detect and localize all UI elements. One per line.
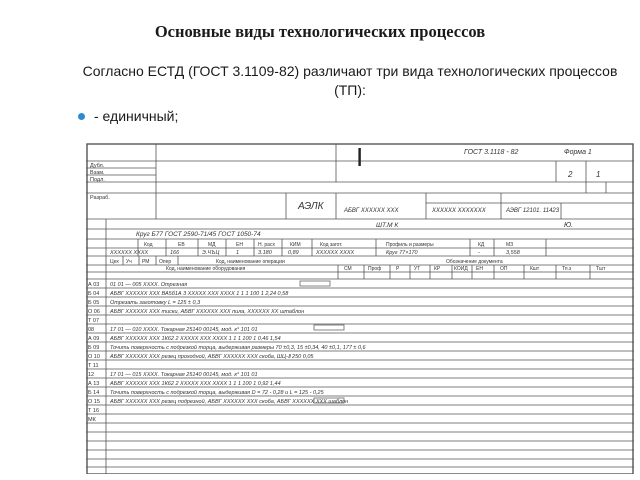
route-row-text: Точить поверхность с подрезкой торца, выдерживая D = 72 - 0,28 и L = 125 - 0,25 — [110, 390, 324, 396]
row-label: О 15 — [88, 399, 100, 405]
m02-mz: 3,558 — [506, 250, 520, 256]
b-label-equipment: Код, наименование оборудования — [166, 266, 246, 272]
row-label: О 10 — [88, 354, 100, 360]
sheet-count-1: 2 — [568, 170, 573, 179]
b-label-r: Р — [396, 266, 400, 272]
row-label: Б 09 — [88, 345, 100, 351]
b-label-sm: СМ — [344, 266, 352, 272]
form-label: Форма 1 — [564, 149, 592, 156]
head2-ev: ЕВ — [178, 242, 185, 248]
head2-kod: Код — [144, 242, 153, 248]
gost-ref: ГОСТ 3.1118 - 82 — [464, 149, 519, 156]
a-label-oper: Опер — [159, 259, 172, 265]
route-row-text: Точить поверхность с подрезкой торца, выдерживая размеры 70 ±0,3, 15 ±0,34, 40 ±0,1, 177 ± 0,6 — [110, 345, 366, 351]
route-row-text: АБВГ XXXXXX XXX резец подрезной, АБВГ XXXXXX XXX скоба, АБВГ XXXXXX XXX шаблон — [110, 399, 349, 405]
row-label: Т 07 — [88, 318, 100, 324]
doc-code-1: АБВГ XXXXXX XXX — [344, 208, 399, 214]
row-label: Т 16 — [88, 408, 100, 414]
b-label-prof: Проф — [368, 266, 382, 272]
m02-kodzag: XXXXXX XXXX — [316, 250, 355, 256]
row-label: А 03 — [88, 282, 100, 288]
row-labels — [88, 282, 100, 423]
row-texts — [109, 282, 367, 405]
row-label: Б 14 — [88, 390, 100, 396]
row-label: 08 — [88, 327, 95, 333]
label-dubl: Дубл. — [90, 163, 105, 169]
label-vzam: Взам. — [90, 170, 105, 176]
m02-kd: - — [478, 250, 480, 256]
head2-mz: МЗ — [506, 242, 514, 248]
route-card-form — [86, 141, 634, 474]
doc-code-3: АЭВГ 12101. 11423 — [506, 208, 560, 214]
label-podl: Подл. — [90, 177, 105, 183]
row-label: О 06 — [88, 309, 100, 315]
m-value: Ю. — [564, 222, 574, 229]
head2-kd: КД — [478, 242, 485, 248]
head2-md: МД — [208, 242, 216, 248]
b-label-tpz: Тп.з — [562, 266, 572, 272]
row-label: Б 04 — [88, 291, 100, 297]
m02-profile: Круг 77×170 — [386, 250, 418, 256]
a-label-ceh: Цех — [110, 259, 119, 265]
sheet-count-2: 1 — [596, 170, 601, 179]
b-label-ksht: Кшт — [530, 266, 540, 272]
code-label: АЭЛК — [298, 201, 324, 212]
m02-nrash: 3.180 — [258, 250, 272, 256]
route-row-text: 17 01 — 015 XXXX. Токарная 25140 00145, мод. к° 101 01 — [110, 372, 258, 378]
head2-en: ЕН — [236, 242, 243, 248]
bullet-text: - единичный; — [94, 108, 179, 124]
route-card-drawing — [86, 141, 634, 474]
b-label-kr: КР — [434, 266, 441, 272]
b-label-tsht: Тшт — [596, 266, 606, 272]
m02-ev: 166 — [170, 250, 180, 256]
material-text: Круг Б77 ГОСТ 2590-71/45 ГОСТ 1050-74 — [136, 231, 261, 238]
label-razrab: Разраб. — [90, 195, 110, 201]
row-label: Б 05 — [88, 300, 100, 306]
m02-code: XXXXXX XXXX — [110, 250, 149, 256]
a-label-document: Обозначение документа — [446, 259, 503, 265]
route-row-text: 01 01 — 005 XXXX. Отрезная — [110, 282, 188, 288]
row-label: 12 — [88, 372, 95, 378]
route-row-text: АБВГ XXXXXX XXX резец проходной, АБВГ XXXXXX XXX скоба, ШЦ-Ⅱ 250 0,05 — [110, 354, 314, 360]
route-row-text: 17 01 — 010 XXXX. Токарная 25140 00145, мод. к° 101 01 — [110, 327, 258, 333]
route-row-text: АБВГ XXXXXX XXX 1К62 2 XXXXX XXX XXXX 1 1 1 100 1 0,46 1,54 — [110, 336, 281, 342]
head2-kim: КИМ — [290, 242, 301, 248]
row-label: Т 11 — [88, 363, 99, 369]
row-label: А 13 — [88, 381, 100, 387]
b-label-en: ЕН — [476, 266, 483, 272]
b-label-op: ОП — [500, 266, 508, 272]
slide-title: Основные виды технологических процессов — [154, 22, 486, 41]
b-label-ut: УТ — [414, 266, 421, 272]
doc-code-2: XXXXXX XXXXXXX — [432, 208, 486, 214]
bullet-dot-icon — [78, 113, 85, 120]
m02-en: 1 — [236, 250, 240, 256]
slide-subtitle: Согласно ЕСТД (ГОСТ 3.1109-82) различают три вида технологических процессов (ТП): — [82, 63, 618, 98]
a-label-operation: Код, наименование операции — [216, 259, 285, 265]
m-label: ШТ.М К — [376, 222, 399, 229]
row-label: МК — [88, 417, 96, 423]
m02-md: Э.ЧЪЦ — [202, 250, 220, 256]
route-row-text: АБВГ XXXXXX XXX тиски, АБВГ XXXXXX XXX пила, XXXXXX XX штаблон — [110, 309, 305, 315]
m02-kim: 0,89 — [288, 250, 299, 256]
head2-profile: Профиль и размеры — [386, 242, 434, 248]
route-row-text: АБВГ XXXXXX XXX ВА5б1А 3 XXXXX XXX XXXX 1 1 1 100 1 2,24 0,58 — [110, 291, 289, 297]
bullet-item — [78, 108, 178, 124]
route-row-text: Отрезать заготовку L = 125 ± 0,3 — [110, 300, 201, 306]
head2-kodzag: Код загот. — [320, 242, 343, 248]
a-label-rm: РМ — [142, 259, 150, 265]
b-label-koid: КОИД — [454, 266, 468, 272]
a-label-uch: Уч — [126, 259, 132, 265]
row-label: А 09 — [88, 336, 100, 342]
head2-nrash: Н. расх — [258, 242, 275, 248]
route-row-text: АБВГ XXXXXX XXX 1К62 2 XXXXX XXX XXXX 1 1 1 100 1 0,92 1,44 — [110, 381, 281, 387]
big-mark: I — [356, 142, 364, 172]
